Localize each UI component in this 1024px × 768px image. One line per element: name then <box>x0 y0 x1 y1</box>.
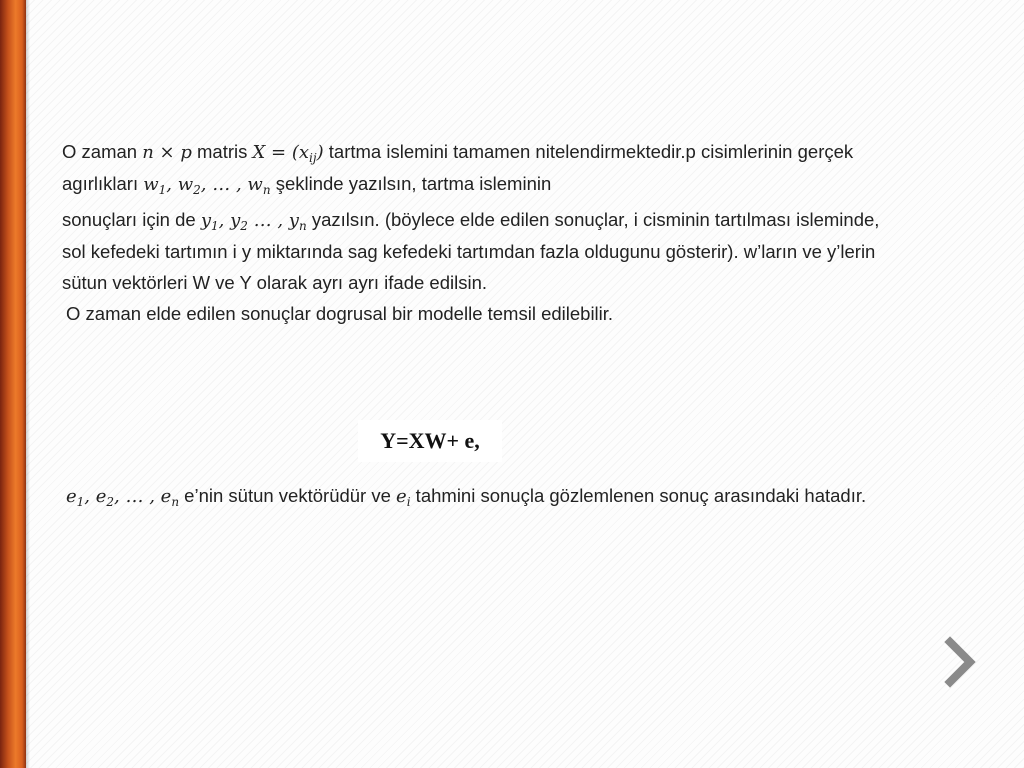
paragraph-error-vector: $e_1$, $e_2$, … , $e_n$ e’nin sütun vektörüdür ve $e_i$ tahmini sonuçla gözlemlenen sonuç arasındaki hatadır. <box>66 485 867 509</box>
math-n: n <box>142 142 154 163</box>
chevron-right-icon <box>936 632 984 692</box>
paragraph-weighing-definition: O zaman n × p matris $X = (x_{ij})$ tartma islemini tamamen nitelendirmektedir.p cisimlerinin gerçek agırlıkları $w_1$, $w_2$, … , $w_n$ şeklinde yazılsın, tartma isleminin <box>62 141 854 197</box>
paragraph-linear-model: O zaman elde edilen sonuçlar dogrusal bir modelle temsil edilebilir. <box>66 303 614 324</box>
math-ei: $e_i$ <box>396 486 411 509</box>
math-weights: $w_1$, $w_2$, … , $w_n$ <box>143 174 271 197</box>
slide-body <box>62 136 882 329</box>
next-slide-button[interactable] <box>936 632 984 692</box>
math-matrix-x: X <box>252 142 266 163</box>
math-errors: $e_1$, $e_2$, … , $e_n$ <box>66 486 180 509</box>
accent-side-bar <box>0 0 26 768</box>
equation-linear-model: Y=XW+ e, <box>358 420 502 462</box>
paragraph-results: sonuçları için de $y_1$, $y_2$ … , $y_n$ yazılsın. (böylece elde edilen sonuçlar, i cisminin tartılması isleminde, sol kefedeki tartımın i y miktarında sag kefedeki tartımdan fazla oldugunu gösterir). w’ların ve y’lerin sütun vektörleri W ve Y olarak ayrı ayrı ifade edilsin. <box>62 209 880 293</box>
math-results: $y_1$, $y_2$ … , $y_n$ <box>200 210 307 233</box>
